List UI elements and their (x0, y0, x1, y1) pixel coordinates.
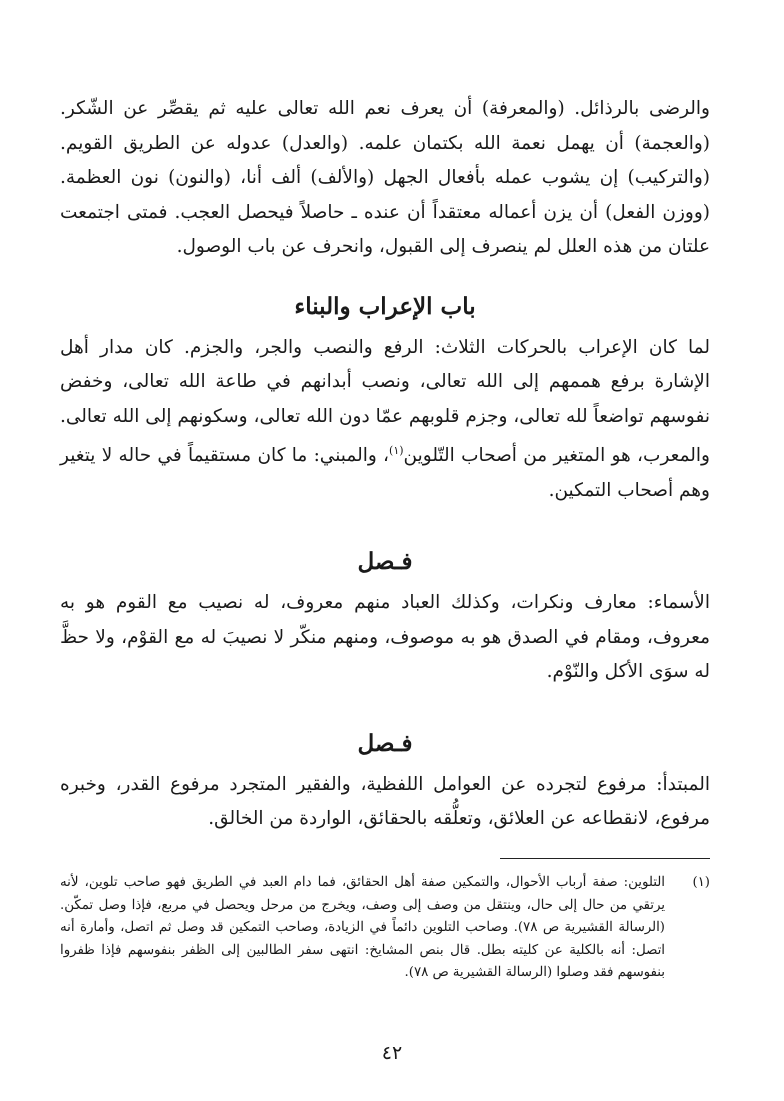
page-body (60, 92, 710, 980)
footnote-reference[interactable]: (١) (389, 444, 404, 457)
paragraph-2-part-a: لما كان الإعراب بالحركات الثلاث: الرفع والنصب والجر، والجزم. كان مدار أهل الإشارة برفع هممهم إلى الله تعالى، ونصب أبدانهم في طاعة الله تعالى، وخفض نفوسهم تواضعاً لله تعالى، وجزم قلوبهم عمّا دون الله تعالى، وسكونهم إلى الله تعالى. والمعرب، هو المتغير من أصحاب التّلوين (60, 336, 710, 467)
paragraph-3: الأسماء: معارف ونكرات، وكذلك العباد منهم معروف، له نصيب مع القوم هو به معروف، ومقام في الصدق هو به موصوف، ومنهم منكّر لا نصيبَ له مع القوْم، ولا حظَّ له سوَى الأكل والنّوْم. (60, 592, 710, 683)
paragraph-1: والرضى بالرذائل. (والمعرفة) أن يعرف نعم الله تعالى عليه ثم يقصِّر عن الشّكر. (والعجمة) أن يهمل نعمة الله بكتمان علمه. (والعدل) عدوله عن الطريق القويم. (والتركيب) إن يشوب عمله بأفعال الجهل (والألف) ألف أنا، (والنون) نون العظمة. (ووزن الفعل) أن يزن أعماله معتقداً أن عنده ـ حاصلاً فيحصل العجب. فمتى اجتمعت علتان من هذه العلل لم ينصرف إلى القبول، وانحرف عن باب الوصول. (60, 98, 710, 257)
section-heading-fasl-1: فـصل (357, 548, 413, 576)
section-heading-fasl-2: فـصل (357, 729, 413, 757)
footnote-text: التلوين: صفة أرباب الأحوال، والتمكين صفة أهل الحقائق، فما دام العبد في الطريق فهو صاحب تلوين، لأنه يرتقي من حال إلى حال، وينتقل من وصف إلى وصف، ويخرج من مرحل ويحصل في مربع، فإذا وصل تمكّن. (الرسالة القشيرية ص ٧٨). وصاحب التلوين دائماً في الزيادة، وصاحب التمكين قد وصل ثم اتصل، وأمارة أنه اتصل: أنه بالكلية عن كليته بطل. قال بنص المشايخ: انتهى سفر الطالبين إلى الظفر بنفوسهم فإذا ظفروا بنفوسهم فقد وصلوا (الرسالة القشيرية ص ٧٨). (60, 875, 665, 980)
footnote-divider (500, 858, 710, 859)
paragraph-2 (60, 331, 710, 509)
section-heading-irab: باب الإعراب والبناء (294, 292, 476, 320)
footnote-number: (١) (692, 875, 710, 890)
footnote (60, 872, 710, 985)
paragraph-2-part-b: ، والمبني: ما كان مستقيماً في حاله لا يتغير وهم أصحاب التمكين. (60, 445, 710, 501)
page-number: ٤٢ (381, 1042, 403, 1064)
paragraph-4: المبتدأ: مرفوع لتجرده عن العوامل اللفظية، والفقير المتجرد مرفوع القدر، وخبره مرفوع، لانقطاعه عن العلائق، وتعلُّقه بالحقائق، الواردة من الخالق. (60, 773, 710, 830)
